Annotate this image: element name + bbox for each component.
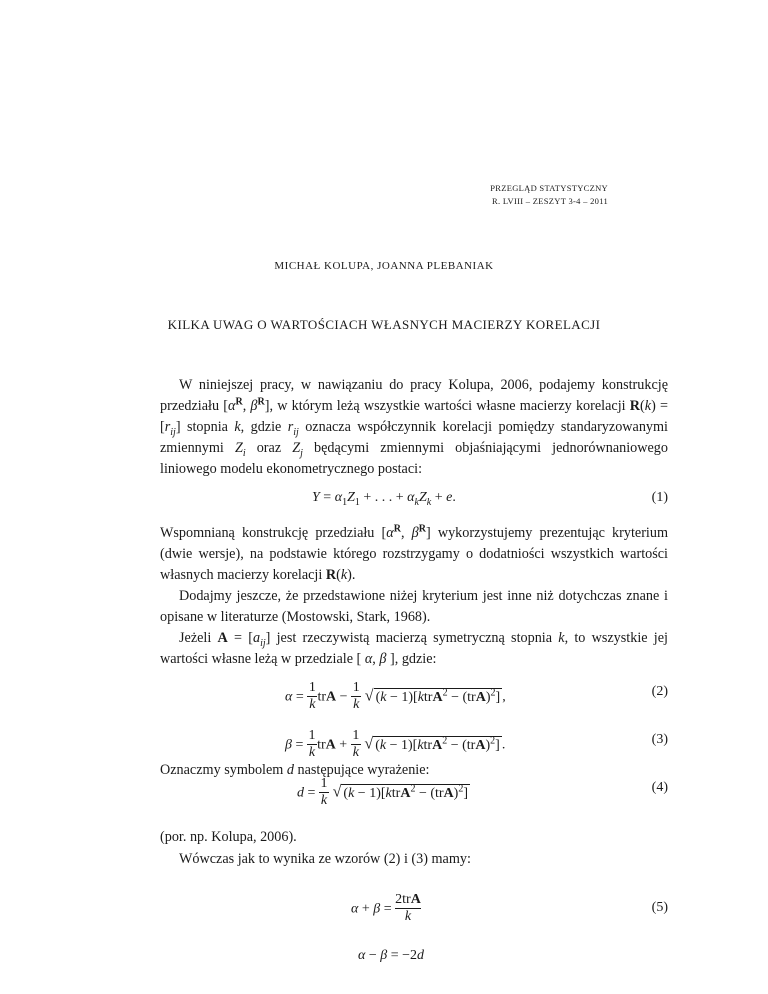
- journal-name: PRZEGLĄD STATYSTYCZNY: [490, 183, 608, 193]
- equation-3: β = $\frac{1}{k}$ trA + $\frac{1}{k}$ √ (k − 1)[ktrA$^2$ − (trA)$^2$] .: [285, 728, 506, 760]
- authors: MICHAŁ KOLUPA, JOANNA PLEBANIAK: [274, 260, 494, 272]
- equation-1: $Y = \alpha_1Z_1$ + . . . + $\alpha_kZ_k + e$.: [312, 490, 456, 508]
- equation-number-1: (1): [651, 490, 668, 505]
- paragraph-intro: W niniejszej pracy, w nawiązaniu do pracy Kolupa, 2006, podajemy konstrukcję przedziału [$\alpha^R$, $\beta^R$], w którym leżą wszystkie wartości własne macierzy korelacji $R(k) = [r_{ij}]$ stopnia k, gdzie $r_{ij}$ oznacza współczynnik korelacji pomiędzy standaryzowanymi zmiennymi $Z_i$ oraz $Z_j$ będącymi zmiennymi objaśniającymi jednorównaniowego liniowego modelu ekonometrycznego postaci:: [160, 377, 668, 477]
- equation-number-4: (4): [651, 780, 668, 795]
- paper-title: KILKA UWAG O WARTOŚCIACH WŁASNYCH MACIERZY KORELACJI: [167, 317, 601, 332]
- paragraph-define-d: Oznaczmy symbolem d następujące wyrażenie:: [160, 762, 430, 778]
- equation-number-5: (5): [651, 900, 668, 915]
- paragraph-theorem: Jeżeli $A = [a_{ij}]$ jest rzeczywistą macierzą symetryczną stopnia k, to wszystkie jej wartości własne leżą w przedziale [ α, β ], gdzie:: [160, 630, 668, 667]
- equation-6: α − β = −2d: [358, 948, 425, 963]
- equation-2: α = $\frac{1}{k}$ trA − $\frac{1}{k}$ √ (k − 1)[ktrA$^2$ − (trA)$^2$] ,: [285, 680, 506, 712]
- journal-issue: R. LVIII – ZESZYT 3-4 – 2011: [492, 196, 608, 206]
- paragraph-consequence: Wówczas jak to wynika ze wzorów (2) i (3) mamy:: [179, 851, 471, 867]
- equation-4: d = $\frac{1}{k}$ √ (k − 1)[ktrA$^2$ − (trA)$^2$]: [297, 776, 469, 808]
- paragraph-construction: Wspomnianą konstrukcję przedziału [$\alpha^R$, $\beta^R$] wykorzystujemy prezentując kryterium (dwie wersje), na podstawie którego rozstrzygamy o dodatniości wszystkich wartości własnych macierzy korelacji R(k).: [160, 523, 668, 583]
- equation-number-2: (2): [651, 684, 668, 699]
- journal-header: [490, 182, 608, 208]
- paragraph-criterion: Dodajmy jeszcze, że przedstawione niżej kryterium jest inne niż dotychczas znane i opisane w literaturze (Mostowski, Stark, 1968).: [160, 588, 668, 625]
- paragraph-citation: (por. np. Kolupa, 2006).: [160, 829, 297, 845]
- equation-number-3: (3): [651, 732, 668, 747]
- equation-5: α + β = $\frac{\text{2trA}}{k}$: [351, 892, 421, 924]
